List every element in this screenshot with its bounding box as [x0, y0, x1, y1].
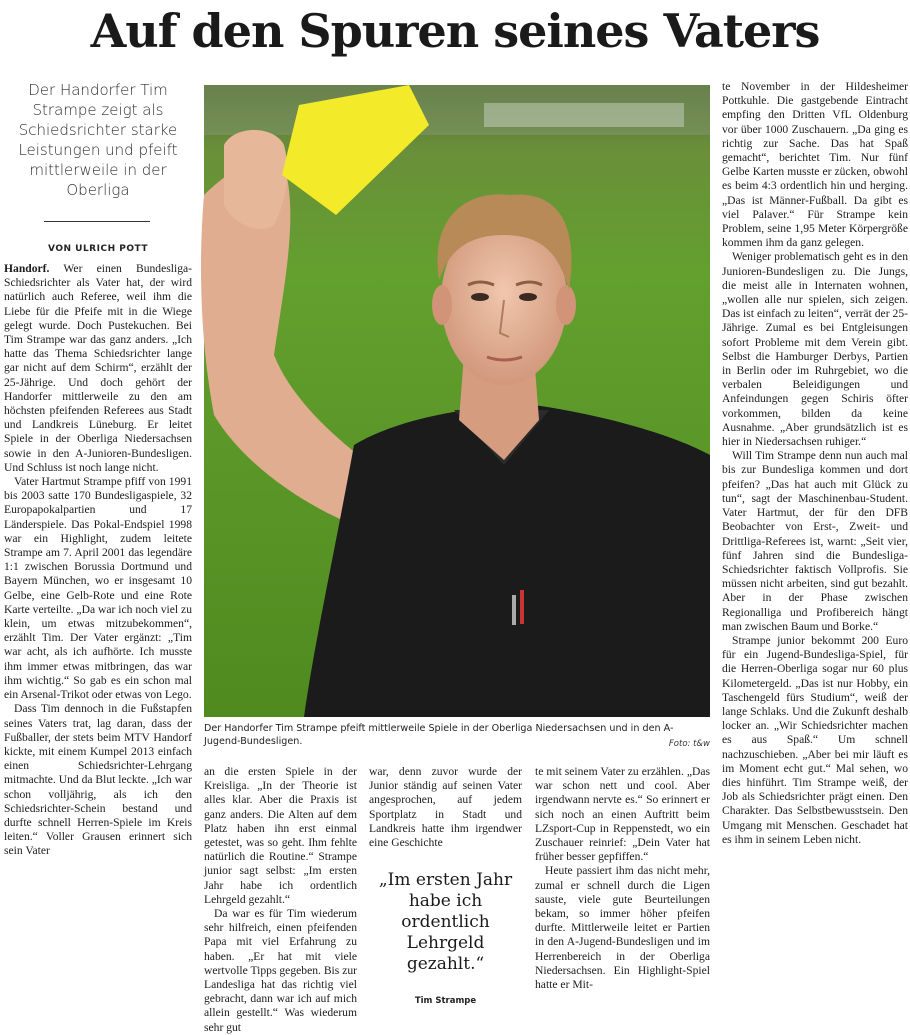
article-paragraph: Handorf. Wer einen Bundesliga-Schiedsrichter als Vater hat, der wird natürlich auch Referee, weil ihm die Liebe für die Pfeife mit in die Wiege gelegt wurde. Doch Pustekuchen. Bei Tim Strampe war das ganz anders. „Ich hatte das Thema Schiedsrichter lange gar nicht auf dem Schirm“, erzählt der 25-Jährige. Und doch gehört der Handorfer mittlerweile zu den am höchsten pfeifenden Referees aus Stadt und Landkreis Lüneburg. Er leitet Spiele in der Oberliga Niedersachsen sowie in den A-Junioren-Bundesligen. Und Schluss ist noch lange nicht.	[4, 262, 192, 474]
photo-caption: Der Handorfer Tim Strampe pfeift mittlerweile Spiele in der Oberliga Niedersachsen und in den A-Jugend-Bundesligen.	[204, 723, 674, 747]
dateline: Handorf.	[4, 262, 50, 275]
article-intro: Der Handorfer Tim Strampe zeigt als Schiedsrichter starke Leistungen und pfeift mittlerweile in der Oberliga	[18, 81, 178, 199]
article-paragraph: an die ersten Spiele in der Kreisliga. „In der Theorie ist alles klar. Aber die Praxis ist ganz anders. Die Alten auf dem Platz haben ihn erst einmal getestet, was so geht. Ihm fehlte natürlich die Routine.“ Strampe junior sagt selbst: „Im ersten Jahr habe ich ordentlich Lehrgeld gezahlt.“	[204, 765, 357, 906]
article-column-5	[722, 80, 908, 1024]
article-paragraph: te mit seinem Vater zu erzählen. „Das war schon nett und cool. Aber irgendwann nervte es.“ So erinnert er sich noch an einen Auftritt beim LZsport-Cup in Reppenstedt, wo ein Zuschauer reinrief: „Dein Vater hat früher besser gepfiffen.“	[535, 765, 710, 864]
article-paragraph: Dass Tim dennoch in die Fußstapfen seines Vaters trat, lag daran, dass der Fußballer, der stets beim MTV Handorf kickte, mit einem Kumpel 2013 einfach einen Schiedsrichter-Lehrgang mitmachte. Und da Blut leckte. „Ich war schon volljährig, als ich den Schiedsrichter-Schein bestand und durfte schnell Herren-Spiele im Kreis leiten.“ Voller Grausen erinnert sich sein Vater	[4, 702, 193, 858]
article-paragraph: Vater Hartmut Strampe pfiff von 1991 bis 2003 satte 170 Bundesligaspiele, 32 Europapokalpartien und 17 Länderspiele. Das Pokal-Endspiel 1998 war ein Highlight, zudem leitete Strampe am 7. April 2001 das legendäre 1:1 zwischen Borussia Dortmund und Bayern München, wo er insgesamt 10 Gelbe, eine Gelb-Rote und eine Rote Karte verteilte. „Da war ich noch viel zu klein, um etwas mitzubekommen“, erzählt Tim. Der Vater ergänzt: „Tim war acht, als ich aufhörte. Ich musste ihm immer etwas mitbringen, das war ihm wichtig.“ So gab es ein schon mal ein Arsenal-Trikot oder etwas von Lego.	[4, 475, 192, 702]
article-paragraph: Da war es für Tim wiederum sehr hilfreich, einen pfeifenden Papa mit viel Erfahrung zu haben. „Er hat mit viele wertvolle Tipps gegeben. Bis zur Landesliga hat das richtig viel gebracht, dann war ich auf mich allein gestellt.“ Was wiederum sehr gut	[204, 907, 357, 1034]
intro-divider	[44, 221, 150, 222]
pull-quote: „Im ersten Jahr habe ich ordentlich Lehrgeld gezahlt.“	[378, 870, 513, 974]
article-paragraph: Will Tim Strampe denn nun auch mal bis zur Bundesliga kommen und dort pfeifen? „Das hat auch mit Glück zu tun“, sagt der Maschinenbau-Student. Vater Hartmut, der für den DFB Beobachter von Erst-, Zweit- und Drittliga-Referees ist, warnt: „Seit vier, fünf Jahren sind die Bundesliga-Schiedsrichter faktisch Vollprofis. Sie müssen nicht arbeiten, sind gut bezahlt. Aber in der Phase zwischen Regionalliga und Profibereich hängt man zwischen Baum und Borke.“	[722, 449, 908, 633]
article-paragraph: war, denn zuvor wurde der Junior ständig auf seinen Vater angesprochen, auf jedem Sportplatz in Stadt und Landkreis hatte ihm irgendwer eine Geschichte	[369, 765, 522, 850]
author-byline: VON ULRICH POTT	[48, 244, 148, 254]
article-column-2	[204, 765, 357, 1034]
article-column-3	[369, 765, 522, 865]
photo-credit: Foto: t&w	[668, 739, 710, 749]
article-paragraph: Heute passiert ihm das nicht mehr, zumal er schnell durch die Ligen sauste, viele gute Beurteilungen bekam, so immer höher pfeifen durfte. Mittlerweile leitet er Partien in den A-Jugend-Bundesligen und im Herrenbereich in der Oberliga Niedersachsen. Ein Highlight-Spiel hatte er Mit-	[535, 864, 710, 992]
article-column-4	[535, 765, 710, 1024]
referee-photo	[204, 85, 710, 717]
article-paragraph: te November in der Hildesheimer Pottkuhle. Die gastgebende Eintracht empfing den Dritten VfL Oldenburg vor über 1000 Zuschauern. „Da ging es richtig zur Sache. Das hat Spaß gemacht“, berichtet Tim. Nur fünf Gelbe Karten musste er zücken, obwohl es beim 4:3 ordentlich hin und herging. „Das ist Männer-Fußball. Da gibt es viel Palaver.“ Für Strampe kein Problem, seine 1,95 Meter Körpergröße kommen ihm da ganz gelegen.	[722, 80, 908, 250]
headline: Auf den Spuren seines Vaters	[90, 4, 820, 58]
article-column-1	[4, 262, 192, 1024]
pull-quote-author: Tim Strampe	[414, 996, 477, 1006]
article-paragraph: Strampe junior bekommt 200 Euro für ein Jugend-Bundesliga-Spiel, für die Herren-Oberliga sogar nur 60 plus Kilometergeld. „Das ist nur Hobby, ein Taschengeld fürs Studium“, weiß der lange Schlaks. Und die Zukunft deshalb locker an. „Wir Schiedsrichter machen es aus Spaß.“ Um schnell nachzuschieben. „Aber bei mir läuft es im Moment echt gut.“ Mal sehen, wo dies hinführt. Tim Strampe weiß, der Job als Schiedsrichter prägt einen. Den Charakter. Das Selbstbewusstsein. Den Umgang mit Menschen. Geschadet hat es ihm in seinem Leben nicht.	[722, 633, 908, 846]
article-paragraph: Weniger problematisch geht es in den Junioren-Bundesligen zu. Die Jungs, die meist alle in Internaten wohnen, „wollen alle nur spielen, sich zeigen. Das ist einfach zu leiten“, verrät der 25-Jährige. Zumal es bei Entgleisungen sofort Probleme mit dem Verein gibt. Selbst die Hamburger Derbys, Partien in Berlin oder im Ruhrgebiet, wo die verbalen Beleidigungen und Anfeindungen gegen Schiris öfter vorkommen, bilden da keine Ausnahme. „Aber grundsätzlich ist es hier in Niedersachsen ruhiger.“	[722, 250, 908, 449]
